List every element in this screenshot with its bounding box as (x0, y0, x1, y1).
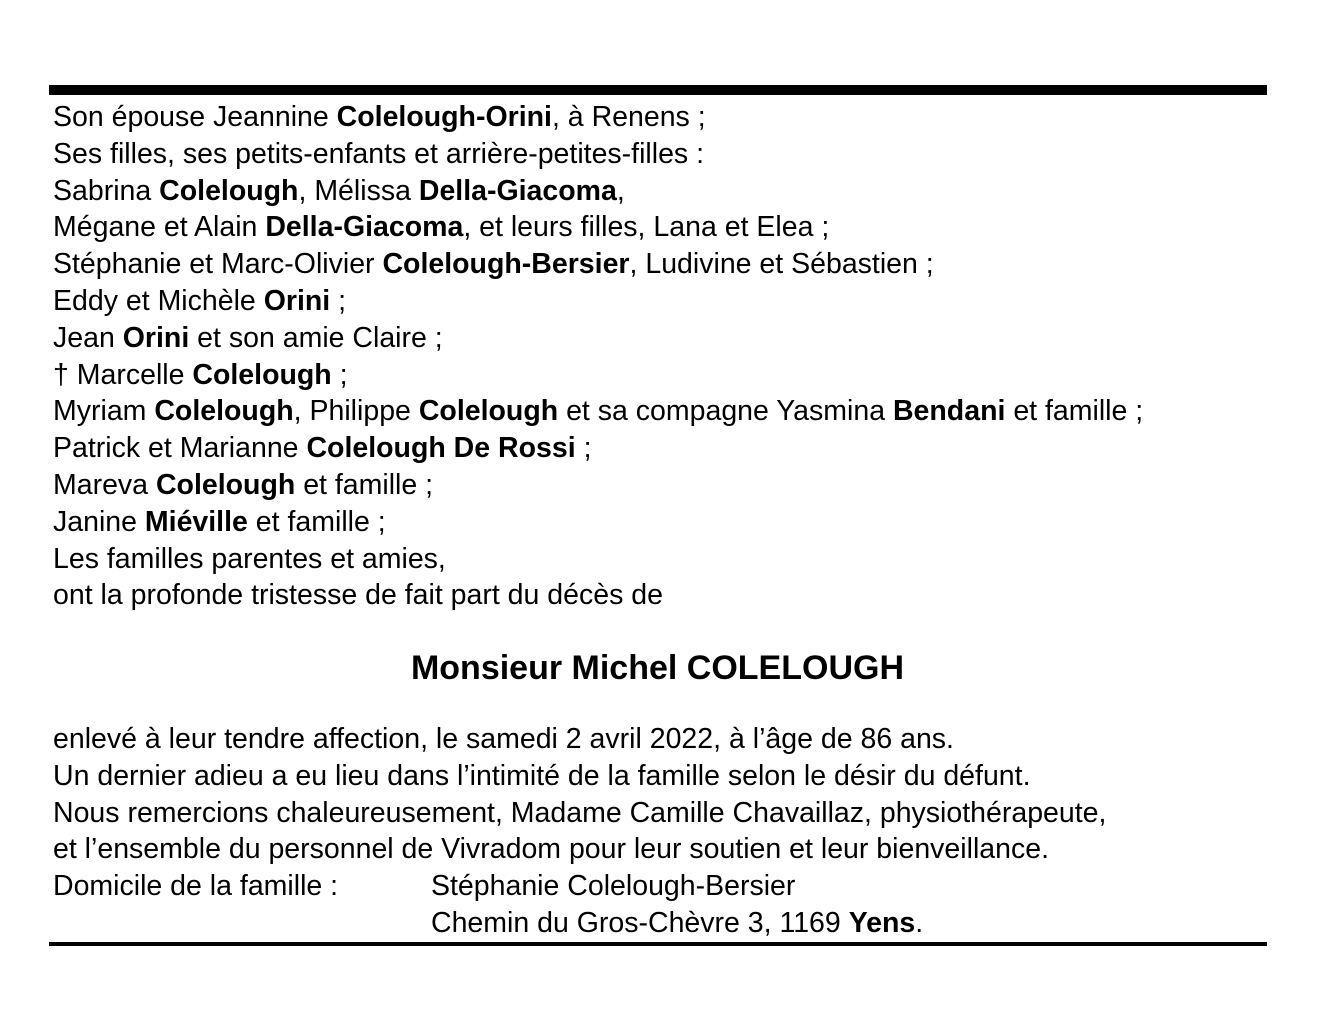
family-text: † Marcelle (53, 358, 193, 391)
family-line (53, 357, 1303, 394)
family-text: , à Renens ; (551, 101, 706, 133)
domicile-row (53, 868, 1303, 905)
family-text: Eddy et Michèle (53, 284, 264, 317)
family-text: Sabrina (53, 174, 160, 207)
family-text: , Ludivine et Sébastien ; (629, 248, 934, 281)
family-line (53, 246, 1303, 283)
family-line (53, 136, 1303, 173)
family-name-bold: Colelough (155, 468, 296, 501)
details-block (53, 721, 1303, 942)
family-name-bold: Colelough (159, 174, 299, 207)
family-line (53, 209, 1303, 246)
family-line (53, 577, 1303, 614)
family-text: Mareva (53, 468, 156, 501)
family-text: Ses filles, ses petits-enfants et arrière-petites-filles : (53, 137, 705, 170)
family-text: Jean (53, 321, 123, 354)
family-text: Son épouse Jeannine (53, 101, 337, 133)
family-text: , et leurs filles, Lana et Elea ; (463, 211, 830, 244)
family-name-bold: Miéville (144, 505, 248, 538)
family-name-bold: Colelough-Orini (336, 101, 552, 133)
family-text: ; (575, 432, 592, 465)
family-text: Janine (53, 505, 145, 538)
family-line (53, 504, 1303, 541)
address-city: Yens (848, 906, 916, 939)
family-name-bold: Orini (263, 284, 331, 317)
detail-line: Un dernier adieu a eu lieu dans l’intimité de la famille selon le désir du défunt. (53, 759, 1031, 792)
address-street: Chemin du Gros-Chèvre 3, 1169 (431, 906, 849, 939)
domicile-label: Domicile de la famille : (53, 870, 339, 903)
family-line (53, 320, 1303, 357)
domicile-address (53, 905, 1303, 942)
family-text: Mégane et Alain (53, 211, 266, 244)
family-line (53, 283, 1303, 320)
family-list (53, 99, 1303, 614)
family-name-bold: Orini (122, 321, 190, 354)
family-text: et sa compagne Yasmina (558, 395, 893, 428)
family-line (53, 393, 1303, 430)
family-text: Les familles parentes et amies, (53, 542, 446, 575)
family-name-bold: Colelough (154, 395, 294, 428)
family-name-bold: Colelough De Rossi (306, 432, 576, 465)
family-name-bold: Colelough-Bersier (382, 248, 630, 281)
family-text: et son amie Claire ; (189, 321, 443, 354)
family-name-bold: Della-Giacoma (418, 174, 617, 207)
detail-line: enlevé à leur tendre affection, le samedi 2 avril 2022, à l’âge de 86 ans. (53, 723, 954, 755)
family-line (53, 430, 1303, 467)
family-line (53, 541, 1303, 578)
top-rule (49, 85, 1267, 95)
detail-line: Nous remercions chaleureusement, Madame Camille Chavaillaz, physiothérapeute, (53, 796, 1107, 829)
family-text: , Philippe (293, 395, 419, 428)
family-name-bold: Della-Giacoma (265, 211, 464, 244)
family-text: et famille ; (295, 468, 434, 501)
family-text: Patrick et Marianne (53, 432, 307, 465)
bottom-rule (49, 942, 1267, 946)
family-text: et famille ; (1005, 395, 1144, 428)
family-text: , (616, 174, 625, 207)
family-text: Stéphanie et Marc-Olivier (53, 248, 383, 281)
family-name-bold: Colelough (192, 358, 332, 391)
family-text: ont la profonde tristesse de fait part du décès de (53, 579, 663, 612)
family-line (53, 173, 1303, 210)
address-suffix: . (915, 906, 924, 939)
domicile-name: Stéphanie Colelough-Bersier (431, 870, 796, 903)
family-name-bold: Colelough (418, 395, 559, 428)
family-line (53, 467, 1303, 504)
family-text: ; (330, 284, 347, 317)
deceased-name: Monsieur Michel COLELOUGH (410, 649, 905, 687)
family-text: ; (331, 358, 348, 391)
family-text: Myriam (53, 395, 155, 428)
family-text: , Mélissa (298, 174, 419, 207)
family-name-bold: Bendani (892, 395, 1006, 428)
family-line (53, 99, 1303, 136)
detail-line: et l’ensemble du personnel de Vivradom pour leur soutien et leur bienveillance. (53, 833, 1049, 866)
family-text: et famille ; (247, 505, 386, 538)
